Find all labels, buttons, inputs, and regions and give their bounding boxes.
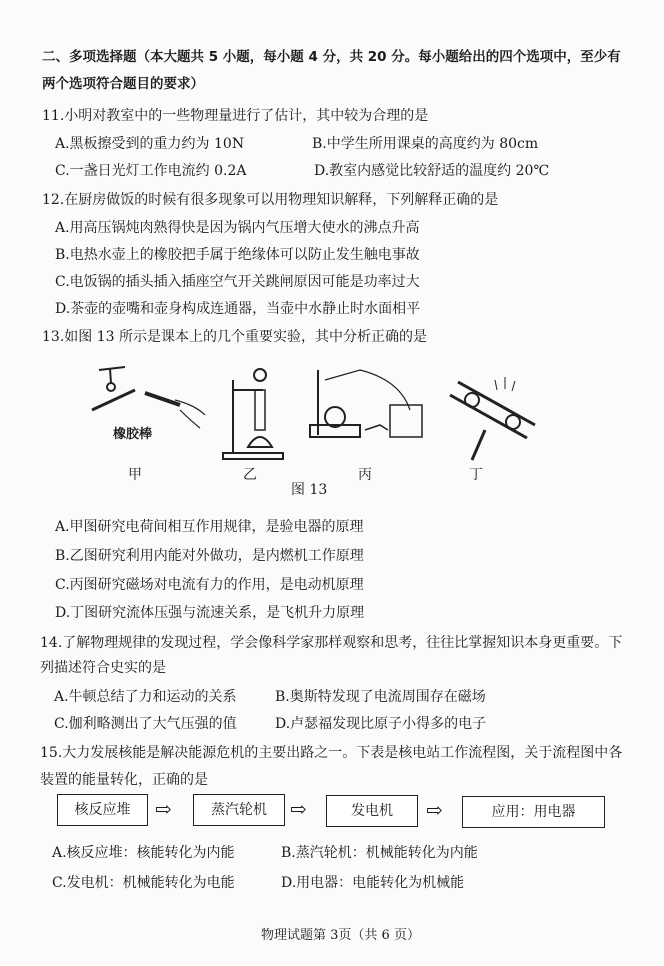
flow-box-appliance: 应用：用电器 [462, 796, 605, 828]
q15-option-a: A.核反应堆：核能转化为内能 [52, 845, 235, 861]
flow-arrow-icon: ⇨ [426, 798, 443, 822]
figure-ding-fluid-icon [450, 377, 535, 460]
figure-label-yi: 乙 [243, 467, 257, 483]
figure-label-jia: 甲 [128, 467, 142, 483]
question-14-stem: 14.了解物理规律的发现过程，学会像科学家那样观察和思考，往往比掌握知识本身更重要。下 [40, 635, 623, 651]
q12-option-d: D.茶壶的壶嘴和壶身构成连通器，当壶中水静止时水面相平 [55, 301, 421, 317]
flow-arrow-icon: ⇨ [290, 797, 307, 821]
figure-caption: 图 13 [291, 482, 328, 498]
section-heading-cont: 两个选项符合题目的要求） [42, 76, 204, 92]
figure-label-ding: 丁 [469, 467, 483, 483]
flow-box-generator: 发电机 [326, 795, 418, 827]
q11-option-b: B.中学生所用课桌的高度约为 80cm [312, 136, 539, 152]
q11-option-d: D.教室内感觉比较舒适的温度约 20℃ [314, 163, 550, 179]
rubber-rod-label: 橡胶棒 [113, 427, 153, 442]
q14-option-c: C.伽利略测出了大气压强的值 [54, 716, 237, 732]
figure-13-illustration [80, 365, 540, 470]
q15-option-c: C.发电机：机械能转化为电能 [52, 875, 235, 891]
q13-option-a: A.甲图研究电荷间相互作用规律，是验电器的原理 [55, 519, 364, 535]
q14-option-b: B.奥斯特发现了电流周围存在磁场 [275, 689, 486, 705]
question-13-stem: 13.如图 13 所示是课本上的几个重要实验，其中分析正确的是 [42, 329, 427, 345]
flow-box-turbine: 蒸汽轮机 [193, 794, 285, 826]
flow-box-reactor: 核反应堆 [57, 794, 148, 826]
q11-option-a: A.黑板擦受到的重力约为 10N [55, 136, 245, 152]
q15-option-b: B.蒸汽轮机：机械能转化为内能 [281, 845, 478, 861]
q13-option-c: C.丙图研究磁场对电流有力的作用，是电动机原理 [55, 577, 364, 593]
q14-option-a: A.牛顿总结了力和运动的关系 [54, 689, 237, 705]
question-11-stem: 11.小明对教室中的一些物理量进行了估计，其中较为合理的是 [42, 108, 429, 124]
q14-option-d: D.卢瑟福发现比原子小得多的电子 [275, 716, 487, 732]
flow-arrow-icon: ⇨ [155, 797, 172, 821]
q11-option-c: C.一盏日光灯工作电流约 0.2A [55, 163, 247, 179]
q12-option-c: C.电饭锅的插头插入插座空气开关跳闸原因可能是功率过大 [55, 274, 420, 290]
question-12-stem: 12.在厨房做饭的时候有很多现象可以用物理知识解释，下列解释正确的是 [42, 192, 499, 208]
question-14-stem-cont: 列描述符合史实的是 [40, 660, 166, 676]
figure-bing-motor-icon [310, 370, 422, 437]
question-15-stem-cont: 装置的能量转化，正确的是 [40, 772, 208, 788]
page-footer: 物理试题第 3页（共 6 页） [261, 928, 420, 943]
section-heading: 二、多项选择题（本大题共 5 小题，每小题 4 分，共 20 分。每小题给出的四个选项中，至少有 [42, 49, 621, 65]
question-15-stem: 15.大力发展核能是解决能源危机的主要出路之一。下表是核电站工作流程图，关于流程图中各 [40, 745, 623, 761]
q15-option-d: D.用电器：电能转化为机械能 [281, 875, 465, 891]
q13-option-b: B.乙图研究利用内能对外做功，是内燃机工作原理 [55, 548, 364, 564]
q12-option-b: B.电热水壶上的橡胶把手属于绝缘体可以防止发生触电事故 [55, 247, 420, 263]
figure-label-bing: 丙 [358, 467, 372, 483]
q13-option-d: D.丁图研究流体压强与流速关系，是飞机升力原理 [55, 605, 365, 621]
figure-jia-rod-icon [92, 367, 205, 428]
q12-option-a: A.用高压锅炖肉熟得快是因为锅内气压增大使水的沸点升高 [55, 220, 420, 236]
figure-yi-steam-icon [223, 369, 283, 459]
